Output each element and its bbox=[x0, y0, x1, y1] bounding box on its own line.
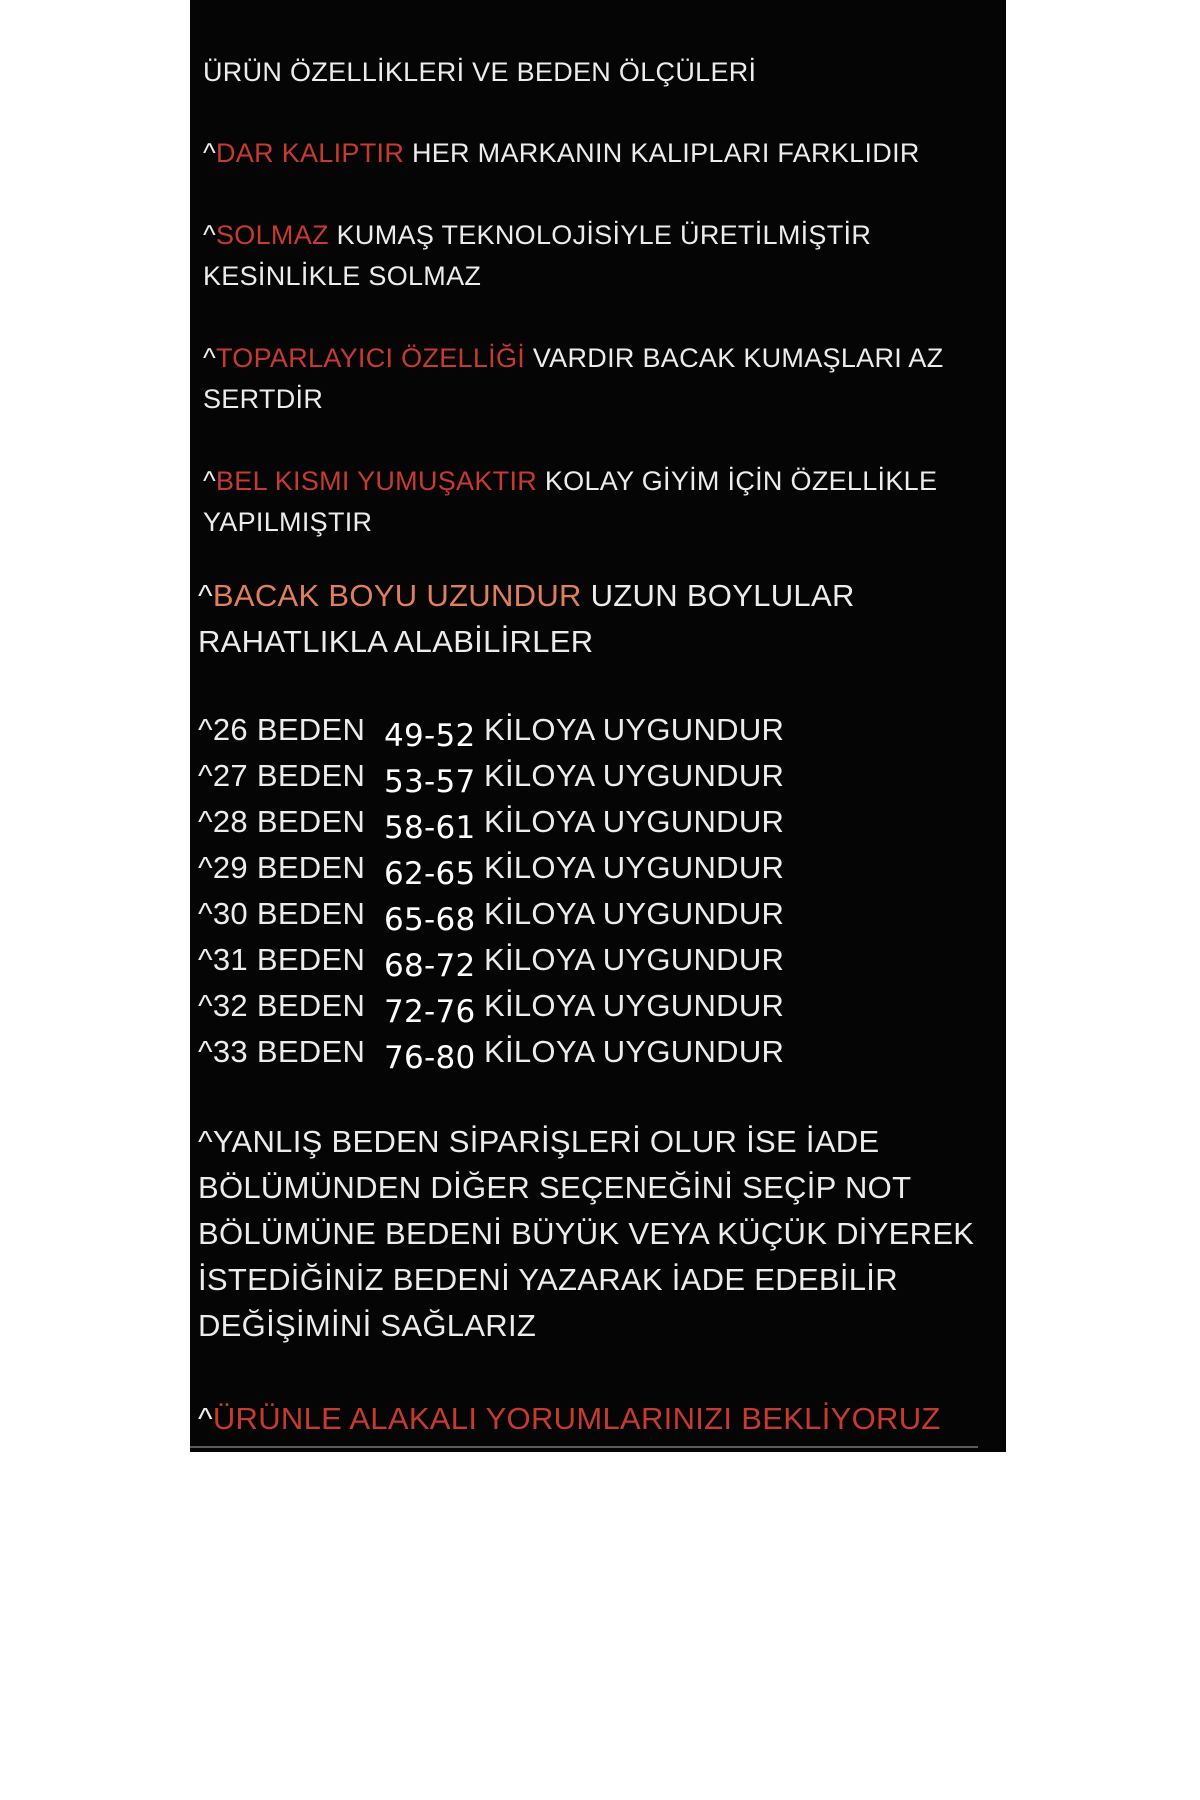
return-note-line: DEĞİŞİMİNİ SAĞLARIZ bbox=[198, 1308, 537, 1343]
feature-text-line2: YAPILMIŞTIR bbox=[203, 507, 373, 537]
feature-text: KOLAY GİYİM İÇİN ÖZELLİKLE bbox=[537, 466, 938, 496]
feature-item-length bbox=[198, 573, 855, 619]
return-note-line: BÖLÜMÜNDEN DİĞER SEÇENEĞİNİ SEÇİP NOT bbox=[198, 1170, 912, 1205]
return-note-line: İSTEDİĞİNİZ BEDENİ YAZARAK İADE EDEBİLİR bbox=[198, 1262, 898, 1297]
feature-highlight: SOLMAZ bbox=[215, 220, 329, 250]
size-label: ^33 BEDEN bbox=[198, 1034, 366, 1069]
size-suffix: KİLOYA UYGUNDUR bbox=[484, 988, 785, 1023]
feature-highlight: BEL KISMI YUMUŞAKTIR bbox=[215, 466, 538, 496]
feature-text: UZUN BOYLULAR bbox=[581, 578, 855, 613]
caret-mark: ^ bbox=[203, 138, 216, 168]
size-label: ^26 BEDEN bbox=[198, 712, 366, 747]
feature-highlight: DAR KALIPTIR bbox=[215, 138, 405, 168]
feature-text-line2: SERTDİR bbox=[203, 384, 324, 414]
caret-mark: ^ bbox=[203, 343, 216, 373]
weight-range: 68-72 bbox=[384, 948, 476, 984]
size-label: ^32 BEDEN bbox=[198, 988, 366, 1023]
feature-highlight: TOPARLAYICI ÖZELLİĞİ bbox=[215, 343, 526, 373]
size-label: ^31 BEDEN bbox=[198, 942, 366, 977]
weight-range: 65-68 bbox=[384, 902, 476, 938]
size-suffix: KİLOYA UYGUNDUR bbox=[484, 942, 785, 977]
feature-text-line2: KESİNLİKLE SOLMAZ bbox=[203, 261, 482, 291]
caret-mark: ^ bbox=[203, 466, 216, 496]
feature-text: VARDIR BACAK KUMAŞLARI AZ bbox=[525, 343, 944, 373]
size-label: ^28 BEDEN bbox=[198, 804, 366, 839]
weight-range: 62-65 bbox=[384, 856, 476, 892]
feature-text-line2: RAHATLIKLA ALABİLİRLER bbox=[198, 624, 594, 659]
size-suffix: KİLOYA UYGUNDUR bbox=[484, 804, 785, 839]
weight-range: 76-80 bbox=[384, 1040, 476, 1076]
weight-range: 49-52 bbox=[384, 718, 476, 754]
weight-range: 72-76 bbox=[384, 994, 476, 1030]
footer-note bbox=[198, 1396, 941, 1442]
size-suffix: KİLOYA UYGUNDUR bbox=[484, 1034, 785, 1069]
caret-mark: ^ bbox=[203, 220, 216, 250]
return-note-line: ^YANLIŞ BEDEN SİPARİŞLERİ OLUR İSE İADE bbox=[198, 1124, 880, 1159]
footer-text: ÜRÜNLE ALAKALI YORUMLARINIZI BEKLİYORUZ bbox=[212, 1401, 941, 1436]
size-suffix: KİLOYA UYGUNDUR bbox=[484, 896, 785, 931]
bottom-rule bbox=[190, 1446, 978, 1448]
feature-item-colorfast bbox=[203, 215, 871, 256]
size-suffix: KİLOYA UYGUNDUR bbox=[484, 712, 785, 747]
size-label: ^30 BEDEN bbox=[198, 896, 366, 931]
caret-mark: ^ bbox=[198, 578, 213, 613]
size-suffix: KİLOYA UYGUNDUR bbox=[484, 758, 785, 793]
size-label: ^29 BEDEN bbox=[198, 850, 366, 885]
feature-text: HER MARKANIN KALIPLARI FARKLIDIR bbox=[404, 138, 920, 168]
feature-text: KUMAŞ TEKNOLOJİSİYLE ÜRETİLMİŞTİR bbox=[328, 220, 872, 250]
feature-item-shaping bbox=[203, 338, 943, 379]
feature-highlight: BACAK BOYU UZUNDUR bbox=[212, 578, 582, 613]
feature-item-waist bbox=[203, 461, 937, 502]
size-label: ^27 BEDEN bbox=[198, 758, 366, 793]
weight-range: 58-61 bbox=[384, 810, 476, 846]
caret-mark: ^ bbox=[198, 1401, 213, 1436]
weight-range: 53-57 bbox=[384, 764, 476, 800]
return-note-line: BÖLÜMÜNE BEDENİ BÜYÜK VEYA KÜÇÜK DİYEREK bbox=[198, 1216, 975, 1251]
size-suffix: KİLOYA UYGUNDUR bbox=[484, 850, 785, 885]
feature-item-fit bbox=[203, 133, 920, 174]
page-title: ÜRÜN ÖZELLİKLERİ VE BEDEN ÖLÇÜLERİ bbox=[203, 57, 757, 87]
